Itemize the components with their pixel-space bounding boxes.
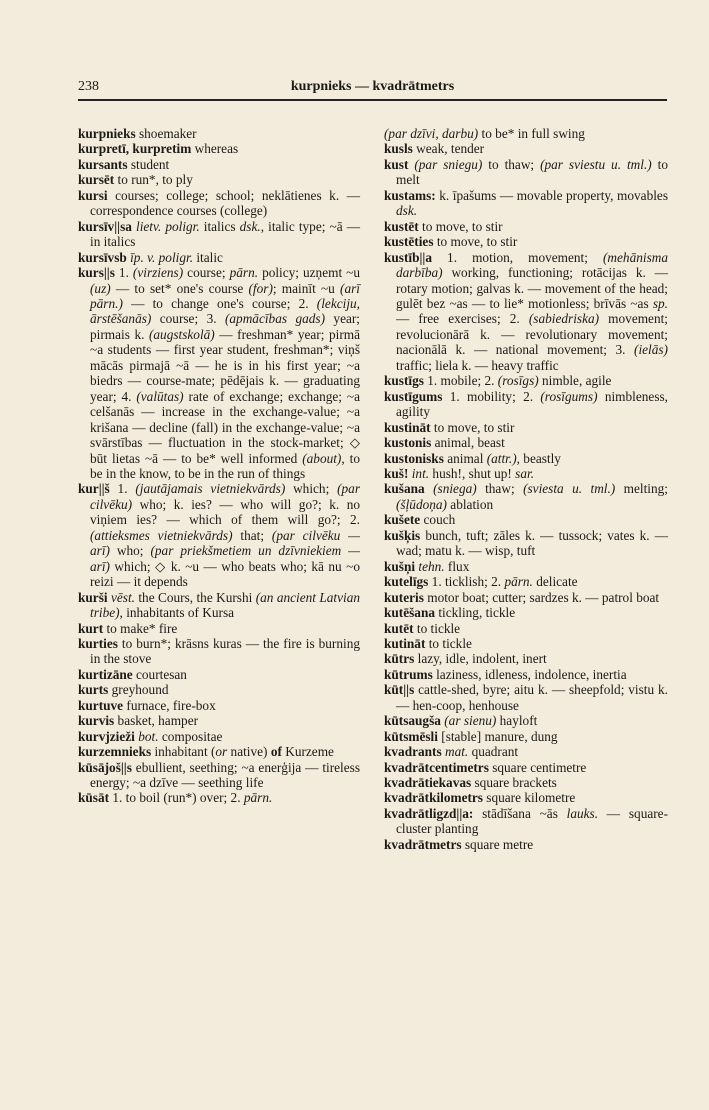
label-italic: (jautājamais vietniekvārds) — [135, 481, 286, 497]
headword: kurpretī, kurpretim — [78, 141, 192, 157]
headword: kustīgs — [384, 373, 424, 389]
header-rule — [78, 99, 667, 101]
label-italic: (sniega) — [433, 481, 477, 497]
headword: kustams: — [384, 187, 436, 203]
dictionary-entry: kušņi tehn. flux — [384, 558, 470, 574]
headword: kurt — [78, 620, 104, 636]
label-italic: pārn. — [229, 265, 259, 281]
label-italic: tehn. — [418, 558, 445, 574]
dictionary-entry: kurpnieks shoemaker — [78, 126, 197, 141]
headword: kursīv||sa — [78, 218, 132, 234]
dictionary-entry: kusls weak, tender — [384, 141, 485, 157]
headword: kūtrums — [384, 666, 433, 682]
label-italic: or — [215, 744, 228, 760]
label-italic: vēst. — [110, 589, 135, 605]
headword: kurts — [78, 682, 109, 698]
dictionary-entry: kūtsaugša (ar sienu) hayloft — [384, 713, 538, 729]
headword: kuš! — [384, 465, 409, 481]
label-italic: sp. — [652, 295, 668, 311]
label-italic: int. — [411, 465, 430, 481]
label-italic: (mehānisma darbība) — [396, 249, 668, 281]
dictionary-entry: kvadrātmetrs square metre — [384, 836, 534, 852]
headword: kutēt — [384, 620, 414, 636]
headword: kust — [384, 156, 409, 172]
headword: kuteris — [384, 589, 424, 605]
dictionary-entry: kūtrs lazy, idle, indolent, inert — [384, 651, 547, 667]
label-italic: bot. — [138, 728, 159, 744]
headword: kutelīgs — [384, 574, 429, 590]
headword: kūtsaugša — [384, 713, 441, 729]
dictionary-entry: kursīv||sa lietv. poligr. italics dsk., italic type; ~ā — in italics — [78, 218, 361, 250]
dictionary-entry: kurts greyhound — [78, 682, 169, 698]
label-italic: (uz) — [90, 280, 111, 296]
label-italic: (sviesta u. tml.) — [523, 481, 616, 497]
label-italic: (ar sienu) — [444, 713, 497, 729]
headword: kušete — [384, 512, 421, 528]
label-italic: (valūtas) — [136, 388, 184, 404]
dictionary-entry: kutēšana tickling, tickle — [384, 605, 516, 621]
headword: kūtsmēsli — [384, 728, 438, 744]
dictionary-entry: kušķis bunch, tuft; zāles k. — tussock; vates k. — wad; matu k. — wisp, tuft — [384, 527, 668, 559]
dictionary-entry: kur||š 1. (jautājamais vietniekvārds) which; (par cilvēku) who; k. ies? — who will go?; k. no viņiem ies? — which of them will go?; 2. (attieksmes vietniekvārds) that; (par cilvēku — arī) who; (par priekšmetiem un dzīvniekiem — arī) which; ◇ k. ~u — who beats who; kā nu ~o reizi — it depends — [78, 481, 361, 590]
headword: kurtizāne — [78, 666, 133, 682]
dictionary-entry: kustīgums 1. mobility; 2. (rosīgums) nimbleness, agility — [384, 388, 668, 420]
headword: kustonisks — [384, 450, 444, 466]
right-column — [384, 126, 668, 852]
label-italic: (šļūdoņa) — [396, 496, 447, 512]
headword: kušķis — [384, 527, 421, 543]
label-italic: (par sniegu) — [414, 156, 483, 172]
dictionary-entry: kustonis animal, beast — [384, 435, 505, 451]
headword: kustēties — [384, 234, 434, 250]
headword: kutēšana — [384, 605, 435, 621]
dictionary-entry: kursēt to run*, to ply — [78, 172, 193, 188]
dictionary-entry: kurtizāne courtesan — [78, 666, 187, 682]
headword: kustīgums — [384, 388, 443, 404]
dictionary-entry: kvadrātcentimetrs square centimetre — [384, 759, 587, 775]
headword: kvadrātmetrs — [384, 836, 462, 852]
bold-text: of — [270, 744, 282, 760]
headword: kurs||s — [78, 265, 115, 281]
dictionary-entry: (par dzīvi, darbu) to be* in full swing — [384, 126, 585, 141]
label-italic: dsk. — [239, 218, 261, 234]
label-italic: (about) — [302, 450, 342, 466]
dictionary-entry: kustonisks animal (attr.), beastly — [384, 450, 561, 466]
label-italic: (par cilvēku) — [90, 481, 361, 512]
dictionary-entry: kutināt to tickle — [384, 635, 472, 651]
dictionary-entry: kušana (sniega) thaw; (sviesta u. tml.) melting; (šļūdoņa) ablation — [384, 481, 668, 512]
dictionary-entry: kustināt to move, to stir — [384, 419, 515, 435]
label-italic: īp. v. poligr. — [130, 249, 194, 265]
page-number: 238 — [78, 79, 99, 94]
headword: kustēt — [384, 218, 419, 234]
headword: kusls — [384, 141, 413, 157]
headword: kurši — [78, 589, 108, 605]
page-header — [78, 76, 667, 100]
dictionary-entry: kustīgs 1. mobile; 2. (rosīgs) nimble, agile — [384, 373, 612, 389]
label-italic: (par priekšmetiem un dzīvniekiem — arī) — [90, 543, 360, 574]
label-italic: (par cilvēku — arī) — [90, 527, 360, 559]
headword: kustināt — [384, 419, 431, 435]
label-italic: (arī pārn.) — [90, 280, 360, 311]
headword: kustonis — [384, 435, 432, 451]
label-italic: lauks. — [566, 805, 599, 821]
headword: kurvis — [78, 713, 115, 729]
label-italic: (attr.) — [486, 450, 517, 466]
dictionary-entry: kūt||s cattle-shed, byre; aitu k. — sheepfold; vistu k. — hen-coop, henhouse — [384, 682, 668, 713]
label-italic: (rosīgums) — [540, 388, 598, 404]
dictionary-entry: kurzemnieks inhabitant (or native) of Kurzeme — [78, 744, 334, 760]
headword: kvadrātkilometrs — [384, 790, 483, 806]
headword: kustīb||a — [384, 249, 432, 265]
label-italic: (for) — [248, 280, 273, 296]
dictionary-entry: kustams: k. īpašums — movable property, movables dsk. — [384, 187, 668, 219]
label-italic: (an ancient Latvian tribe) — [90, 589, 360, 621]
dictionary-entry: kušete couch — [384, 512, 456, 528]
headword: kušņi — [384, 558, 416, 574]
dictionary-entry: kvadrātligzd||a: stādīšana ~ās lauks. — square-cluster planting — [384, 805, 668, 837]
dictionary-entry: kūtsmēsli [stable] manure, dung — [384, 728, 558, 744]
dictionary-entry: kursants student — [78, 156, 170, 172]
dictionary-entry: kursīvsb īp. v. poligr. italic — [78, 249, 223, 265]
headword: kūsājoš||s — [78, 759, 132, 775]
headword: kušana — [384, 481, 425, 497]
headword: kvadrātcentimetrs — [384, 759, 489, 775]
label-italic: mat. — [444, 744, 469, 760]
label-italic: (sabiedriska) — [528, 311, 600, 327]
headword: kursants — [78, 156, 128, 172]
label-italic: (ielās) — [634, 342, 668, 358]
headword: kvadrātiekavas — [384, 775, 472, 791]
headword: kūtrs — [384, 651, 415, 667]
headword: kursēt — [78, 172, 115, 188]
dictionary-entry: kutēt to tickle — [384, 620, 461, 636]
dictionary-entry: kustēties to move, to stir — [384, 234, 518, 250]
label-italic: sar. — [515, 465, 535, 481]
dictionary-entry: kustēt to move, to stir — [384, 218, 503, 234]
dictionary-entry: kuteris motor boat; cutter; sardzes k. — patrol boat — [384, 589, 660, 605]
dictionary-entry: kursi courses; college; school; neklātienes k. — correspondence courses (college) — [78, 187, 360, 219]
headword: kur||š — [78, 481, 110, 497]
label-italic: (virziens) — [132, 265, 184, 281]
headword: kvadrātligzd||a: — [384, 805, 474, 821]
label-italic: (lekciju, ārstēšanās) — [90, 295, 360, 327]
label-italic: (augstskolā) — [148, 326, 215, 342]
dictionary-entry: kuš! int. hush!, shut up! sar. — [384, 465, 535, 481]
dictionary-entry: kvadrātkilometrs square kilometre — [384, 790, 576, 806]
label-italic: pārn. — [504, 574, 533, 590]
dictionary-entry: kūsājoš||s ebullient, seething; ~a enerģija — tireless energy; ~a dzīve — seething life — [78, 759, 360, 791]
dictionary-entry: kūtrums laziness, idleness, indolence, inertia — [384, 666, 627, 682]
dictionary-entry: kurpretī, kurpretim whereas — [78, 141, 239, 157]
headword: kvadrants — [384, 744, 442, 760]
label-italic: (par dzīvi, darbu) — [384, 126, 479, 141]
label-italic: dsk. — [396, 203, 418, 219]
dictionary-entry: kust (par sniegu) to thaw; (par sviestu u. tml.) to melt — [384, 156, 669, 188]
label-italic: lietv. poligr. — [136, 218, 200, 234]
dictionary-entry: kurvis basket, hamper — [78, 713, 199, 729]
headword: kurvjzieži — [78, 728, 135, 744]
dictionary-entry: kurt to make* fire — [78, 620, 178, 636]
headword: kursi — [78, 187, 108, 203]
label-italic: (rosīgs) — [497, 373, 539, 389]
dictionary-entry: kūsāt 1. to boil (run*) over; 2. pārn. — [78, 790, 273, 806]
left-column — [78, 126, 360, 806]
dictionary-entry: kutelīgs 1. ticklish; 2. pārn. delicate — [384, 574, 578, 590]
dictionary-entry: kvadrātiekavas square brackets — [384, 775, 557, 791]
label-italic: (apmācības gads) — [224, 311, 325, 327]
dictionary-entry: kurties to burn*; krāsns kuras — the fire is burning in the stove — [78, 635, 360, 667]
dictionary-entry: kurs||s 1. (virziens) course; pārn. policy; uzņemt ~u (uz) — to set* one's course (for); mainīt ~u (arī pārn.) — to change one's course; 2. (lekciju, ārstēšanās) course; 3. (apmācības gads) year; pirmais k. (augstskolā) — freshman* year; pirmā ~a students — first year student, freshman*; viņš mācās pirmajā ~ā — he is in his first year; ~a biedrs — course-mate; pēdējais k. — graduating year; 4. (valūtas) rate of exchange; exchange; ~a celšanās — increase in the exchange-value; ~a krišana — decline (fall) in the exchange-value; ~a svārstības — fluctuation in the stock-market; ◇ būt lietas ~ā — to be* well informed (about), to be in the know, to be in the run of things — [78, 265, 361, 481]
headword: kurties — [78, 635, 118, 651]
label-italic: (par sviestu u. tml.) — [540, 156, 652, 172]
dictionary-entry: kurtuve furnace, fire-box — [78, 697, 216, 713]
label-italic: (attieksmes vietniekvārds) — [90, 527, 233, 543]
headword: kūt||s — [384, 682, 415, 698]
running-head: kurpnieks — kvadrātmetrs — [290, 79, 455, 94]
headword: kurpnieks — [78, 126, 136, 141]
headword: kurzemnieks — [78, 744, 152, 760]
headword: kurtuve — [78, 697, 124, 713]
dictionary-entry: kurvjzieži bot. compositae — [78, 728, 223, 744]
headword: kūsāt — [78, 790, 110, 806]
headword: kutināt — [384, 635, 426, 651]
label-italic: pārn. — [243, 790, 273, 806]
dictionary-entry: kustīb||a 1. motion, movement; (mehānisma darbība) working, functioning; rotācijas k. — rotary motion; galvas k. — movement of the head; gulēt bez ~as — to lie* motionless; brīvās ~as sp. — free exercises; 2. (sabiedriska) movement; revolucionārā k. — revolutionary movement; nacionālā k. — national movement; 3. (ielās) traffic; liela k. — heavy traffic — [384, 249, 668, 373]
dictionary-entry: kvadrants mat. quadrant — [384, 744, 519, 760]
dictionary-entry: kurši vēst. the Cours, the Kurshi (an ancient Latvian tribe), inhabitants of Kursa — [78, 589, 360, 621]
headword: kursīvsb — [78, 249, 127, 265]
